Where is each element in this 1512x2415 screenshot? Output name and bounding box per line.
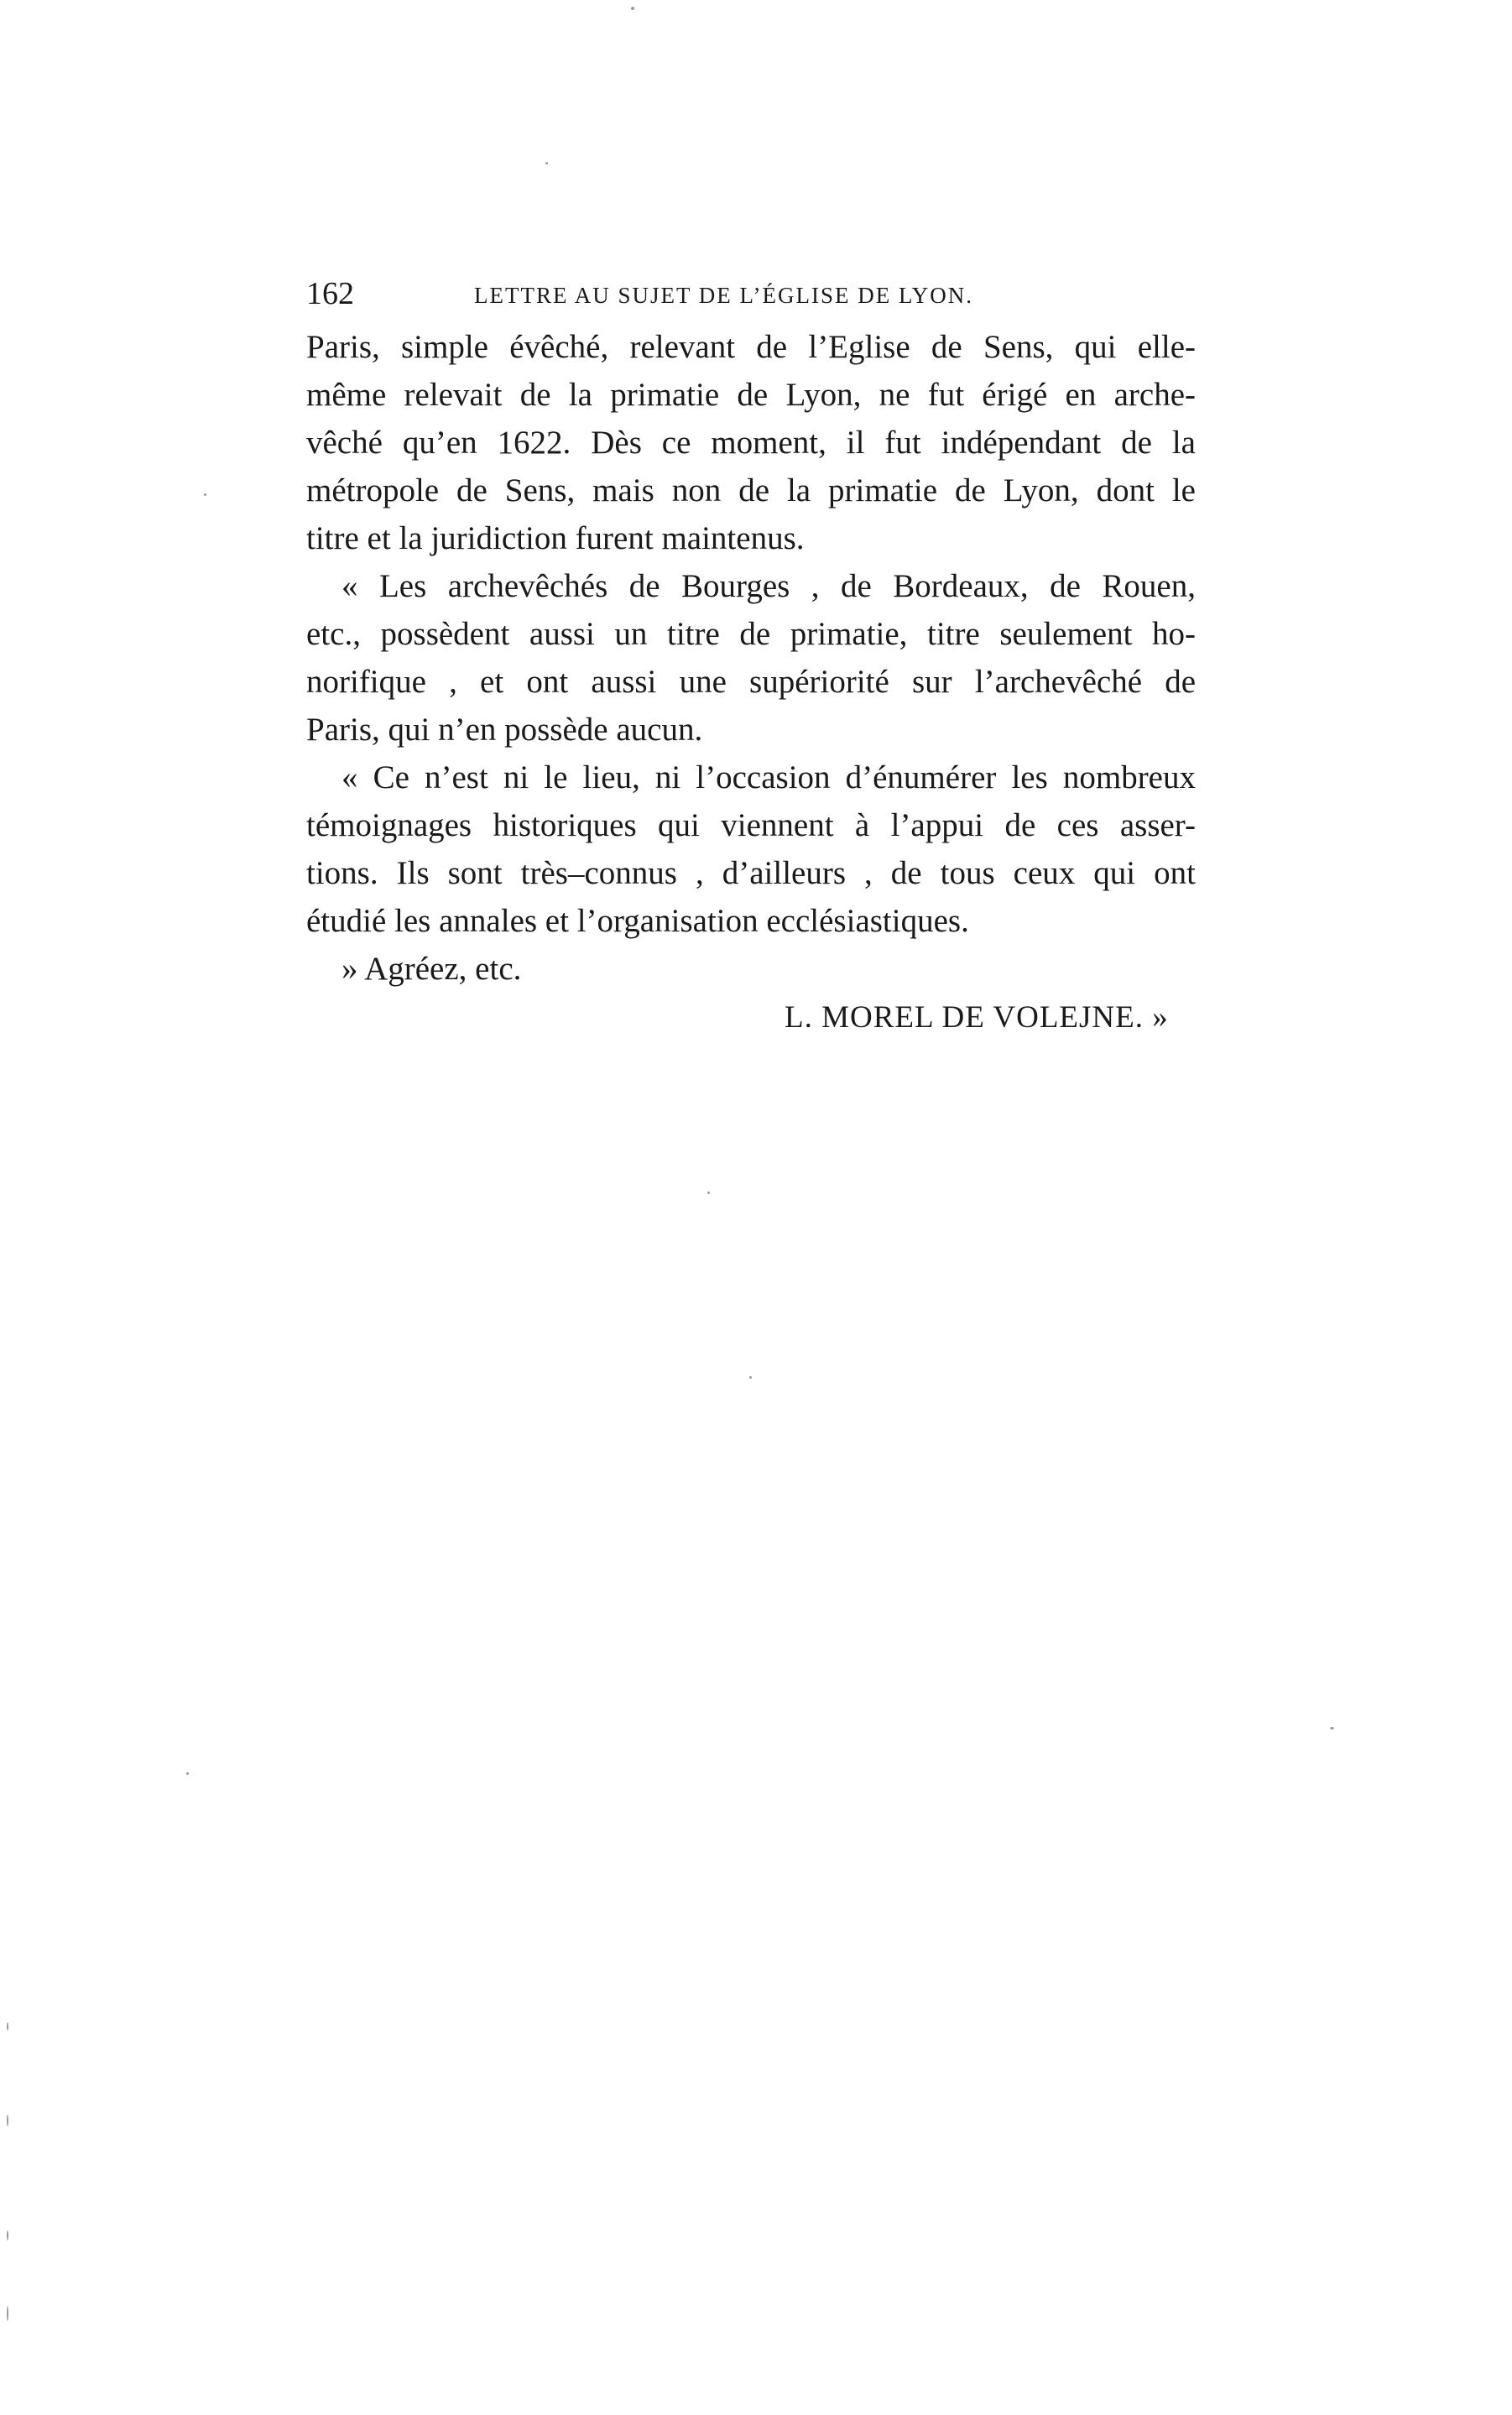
text-line: étudié les annales et l’organisation ecclésiastiques. bbox=[306, 903, 969, 939]
scan-speck bbox=[186, 1772, 189, 1775]
text-line: même relevait de la primatie de Lyon, ne fut érigé en arche- bbox=[306, 377, 1196, 413]
text-line: « Ce n’est ni le lieu, ni l’occasion d’énumérer les nombreux bbox=[342, 759, 1196, 795]
scan-speck bbox=[7, 2306, 8, 2321]
signature: L. MOREL DE VOLEJNE. » bbox=[785, 1000, 1169, 1035]
page-number: 162 bbox=[306, 276, 354, 311]
text-line: titre et la juridiction furent maintenus. bbox=[306, 520, 805, 556]
scan-speck bbox=[707, 1192, 710, 1194]
scan-speck bbox=[7, 2022, 8, 2031]
scan-speck bbox=[7, 2230, 8, 2240]
letter-body bbox=[306, 323, 1196, 993]
scan-speck bbox=[7, 2115, 8, 2126]
text-line: vêché qu’en 1622. Dès ce moment, il fut indépendant de la bbox=[306, 425, 1196, 461]
text-line: Paris, simple évêché, relevant de l’Eglise de Sens, qui elle- bbox=[306, 329, 1196, 365]
text-line: Paris, qui n’en possède aucun. bbox=[306, 712, 703, 748]
text-line: » Agréez, etc. bbox=[342, 951, 522, 987]
text-line: témoignages historiques qui viennent à l’appui de ces asser- bbox=[306, 807, 1196, 843]
scan-speck bbox=[631, 7, 634, 10]
text-line: métropole de Sens, mais non de la primatie de Lyon, dont le bbox=[306, 472, 1196, 509]
running-head-title: LETTRE AU SUJET DE L’ÉGLISE DE LYON. bbox=[474, 283, 974, 308]
running-head bbox=[306, 277, 1196, 310]
text-line: etc., possèdent aussi un titre de primatie, titre seulement ho- bbox=[306, 616, 1196, 652]
text-line: « Les archevêchés de Bourges , de Bordeaux, de Rouen, bbox=[342, 568, 1196, 604]
scan-speck bbox=[749, 1376, 752, 1379]
scan-speck bbox=[204, 493, 206, 496]
scan-speck bbox=[545, 162, 548, 164]
text-line: norifique , et ont aussi une supériorité sur l’archevêché de bbox=[306, 664, 1196, 700]
scan-speck bbox=[1330, 1727, 1334, 1729]
text-line: tions. Ils sont très–connus , d’ailleurs , de tous ceux qui ont bbox=[306, 855, 1196, 891]
